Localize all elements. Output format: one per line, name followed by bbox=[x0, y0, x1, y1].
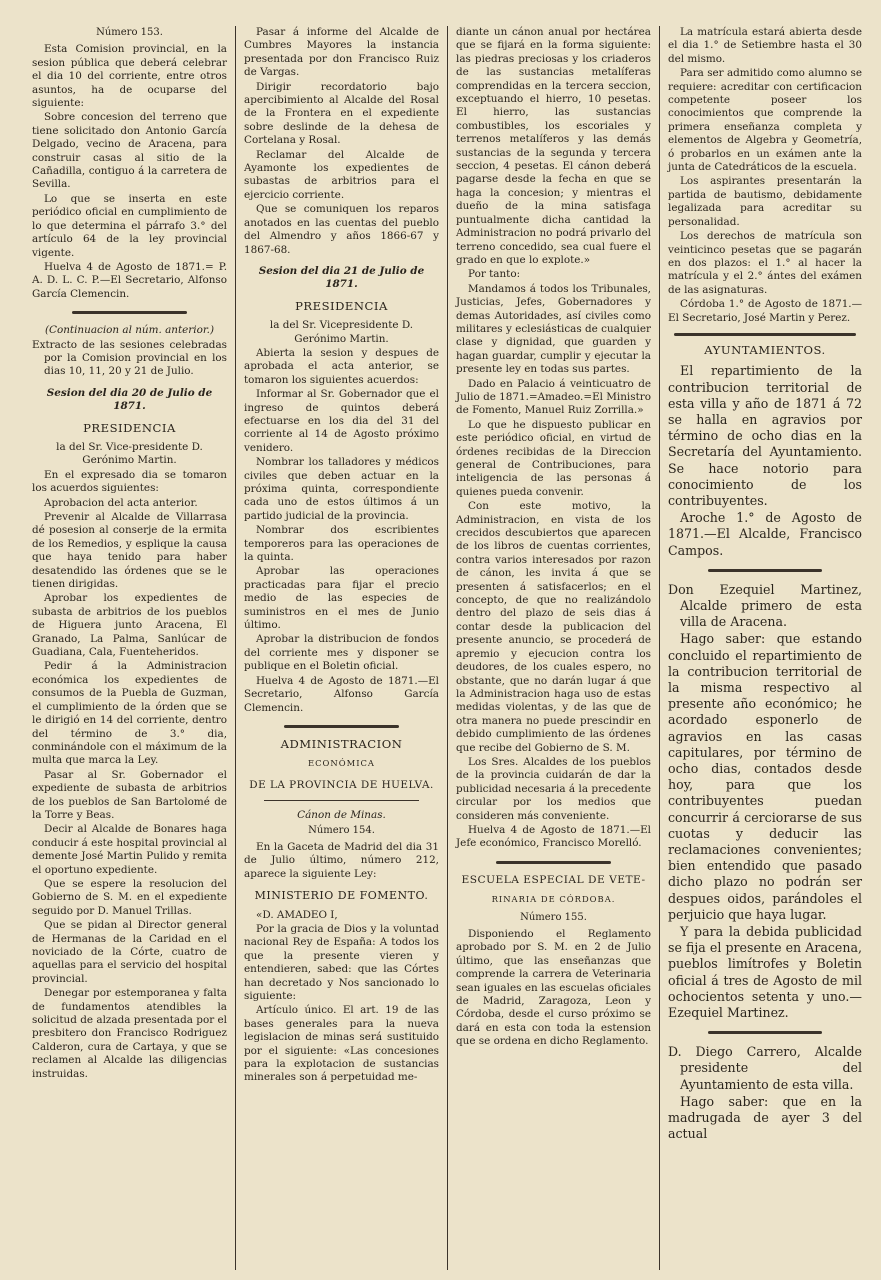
paragraph: Aprobar la distribucion de fondos del corriente mes y disponer se publique en el Boletin oficial. bbox=[244, 633, 439, 673]
paragraph: Reclamar del Alcalde de Ayamonte los expedientes de subastas de arbitrios para el ejercicio corriente. bbox=[244, 148, 439, 201]
paragraph: Que se pidan al Director general de Hermanas de la Caridad en el noviciado de la Córte, cuatro de aquellas para el servicio del hospital provincial. bbox=[32, 919, 227, 985]
paragraph: Los derechos de matrícula son veinticinco pesetas que se pagarán en dos plazos: el 1.° al hacer la matrícula y el 2.° ántes del exámen de las asignaturas. bbox=[668, 230, 862, 296]
section-heading: AYUNTAMIENTOS. bbox=[704, 342, 826, 357]
session-heading: Sesion del dia 20 de Julio de 1871. bbox=[46, 386, 213, 413]
section-heading: PRESIDENCIA bbox=[83, 420, 176, 435]
column-2 bbox=[236, 26, 448, 1270]
session-heading: Sesion del dia 21 de Julio de 1871. bbox=[258, 264, 425, 291]
section-heading: MINISTERIO DE FOMENTO. bbox=[254, 889, 429, 903]
paragraph: Huelva 4 de Agosto de 1871.—El Jefe económico, Francisco Morelló. bbox=[456, 823, 651, 850]
paragraph: Los aspirantes presentarán la partida de bautismo, debidamente legalizada para acreditar su personalidad. bbox=[668, 175, 862, 228]
paragraph: Disponiendo el Reglamento aprobado por S. M. en 2 de Julio último, que las enseñanzas que comprende la carrera de Veterinaria sean iguales en las escuelas oficiales de Madrid, Zaragoza, Leon y Córdoba, desde el curso próximo se dará en esta con toda la estension que se ordena en dicho Reglamento. bbox=[456, 928, 651, 1048]
divider bbox=[708, 569, 822, 572]
paragraph: Huelva 4 de Agosto de 1871.—El Secretario, Alfonso García Clemencin. bbox=[244, 674, 439, 714]
paragraph: Denegar por estemporanea y falta de fundamentos atendibles la solicitud de alzada presentada por el presbitero don Francisco Rodriguez Calderon, cura de Cartaya, y que se reclamen al Alcalde las diligencias instruidas. bbox=[32, 987, 227, 1080]
divider bbox=[674, 333, 856, 336]
divider bbox=[708, 1031, 822, 1034]
paragraph: El repartimiento de la contribucion territorial de esta villa y año de 1871 á 72 se halla en agravios por término de ocho dias en la Secretaría del Ayuntamiento. Se hace notorio para conocimiento de los contribuyentes. bbox=[668, 363, 862, 508]
paragraph: D. Diego Carrero, Alcalde presidente del Ayuntamiento de esta villa. bbox=[668, 1044, 862, 1092]
extract-heading: Extracto de las sesiones celebradas por la Comision provincial en los dias 10, 11, 20 y 21 de Julio. bbox=[32, 338, 227, 378]
notice-number: Número 154. bbox=[308, 824, 375, 836]
paragraph: Por tanto: bbox=[468, 268, 521, 281]
paragraph: Que se espere la resolucion del Gobierno de S. M. en el expediente seguido por D. Manuel Trillas. bbox=[32, 877, 227, 917]
subheading: RINARIA DE CÓRDOBA. bbox=[491, 894, 616, 905]
section-heading: ADMINISTRACION bbox=[280, 736, 403, 751]
paragraph: Córdoba 1.° de Agosto de 1871.—El Secretario, José Martin y Perez. bbox=[668, 298, 862, 324]
paragraph: Por la gracia de Dios y la voluntad nacional Rey de España: A todos los que la presente vieren y entendieren, sabed: que las Córtes han decretado y Nos sancionado lo siguiente: bbox=[244, 922, 439, 1002]
paragraph: En la Gaceta de Madrid del dia 31 de Julio último, número 212, aparece la siguiente Ley: bbox=[244, 840, 439, 880]
paragraph: diante un cánon anual por hectárea que se fijará en la forma siguiente: las piedras preciosas y los criaderos de las sustancias metalíferas comprendidas en la tercera seccion, exceptuando el hierro, 10 pesetas. El hierro, las sustancias combustibles, los escoriales y terrenos metalíferos y las demás sustancias de la segunda y tercera seccion, 4 pesetas. El cánon deberá pagarse desde la fecha en que se haga la concesion; y mientras el dueño de la mina satisfaga puntualmente dicha cantidad la Administracion no podrá privarlo del terreno concedido, sea cual fuere el grado en que lo explote.» bbox=[456, 26, 651, 266]
paragraph: Los Sres. Alcaldes de los pueblos de la provincia cuidarán de dar la publicidad necesaria á la precedente circular por los medios que consideren más conveniente. bbox=[456, 755, 651, 822]
paragraph: Lo que se inserta en este periódico oficial en cumplimiento de lo que determina el párrafo 3.° del artículo 64 de la ley provincial vigente. bbox=[32, 192, 227, 259]
paragraph: Lo que he dispuesto publicar en este periódico oficial, en virtud de órdenes recibidas de la Direccion general de Contribuciones, para inteligencia de las personas á quienes pueda convenir. bbox=[456, 418, 651, 498]
paragraph: En el expresado dia se tomaron los acuerdos siguientes: bbox=[32, 468, 227, 495]
paragraph: Hago saber: que estando concluido el repartimiento de la contribucion territorial de la misma respectivo al presente año económico; he acordado esponerlo de agravios en las casas capitulares, por término de ocho dias, contados desde hoy, para que los contribuyentes puedan concurrir á cerciorarse de sus cuotas y deducir las reclamaciones convenientes; bien entendido que pasado dicho plazo no podrán ser despues oidos, parándoles el perjuicio que haya lugar. bbox=[668, 631, 862, 922]
continuation-note: (Continuacion al núm. anterior.) bbox=[44, 324, 215, 337]
paragraph: Artículo único. El art. 19 de las bases generales para la nueva legislacion de minas será sustituido por el siguiente: «Las concesiones para la explotacion de sustancias minerales son á perpetuidad me- bbox=[244, 1004, 439, 1084]
paragraph: Nombrar los talladores y médicos civiles que deben actuar en la próxima quinta, correspondiente cada uno de estos últimos á un partido judicial de la provincia. bbox=[244, 456, 439, 522]
presidency-line: la del Sr. Vicepresidente D. Gerónimo Martin. bbox=[269, 319, 414, 345]
section-heading: PRESIDENCIA bbox=[295, 298, 388, 313]
presidency-line: la del Sr. Vice-presidente D. Gerónimo Martin. bbox=[56, 440, 203, 467]
paragraph: Don Ezequiel Martinez, Alcalde primero de esta villa de Aracena. bbox=[668, 581, 862, 630]
divider bbox=[284, 725, 399, 728]
paragraph: Abierta la sesion y despues de aprobada el acta anterior, se tomaron los siguientes acuerdos: bbox=[244, 346, 439, 386]
paragraph: Prevenir al Alcalde de Villarrasa dé posesion al conserje de la ermita de los Remedios, y esplique la causa que haya tenido para haber desatendido las órdenes que se le tienen dirigidas. bbox=[32, 511, 227, 591]
column-4 bbox=[660, 26, 870, 1270]
paragraph: Que se comuniquen los reparos anotados en las cuentas del pueblo del Almendro y años 1866-67 y 1867-68. bbox=[244, 203, 439, 256]
paragraph: Huelva 4 de Agosto de 1871.= P. A. D. L. C. P.—El Secretario, Alfonso García Clemencin. bbox=[32, 260, 227, 300]
subheading: ECONÓMICA bbox=[308, 758, 375, 769]
paragraph: Aroche 1.° de Agosto de 1871.—El Alcalde, Francisco Campos. bbox=[668, 510, 862, 558]
notice-number: Número 155. bbox=[520, 911, 587, 923]
divider bbox=[72, 311, 187, 314]
section-heading: ESCUELA ESPECIAL DE VETE- bbox=[461, 873, 646, 886]
paragraph: Pasar al Sr. Gobernador el expediente de subasta de arbitrios de los pueblos de San Bartolomé de la Torre y Beas. bbox=[32, 768, 227, 821]
paragraph: «D. AMADEO I, bbox=[256, 908, 338, 921]
paragraph: Aprobar los expedientes de subasta de arbitrios de los pueblos de Higuera junto Aracena, El Granado, La Palma, Sanlúcar de Guadiana, Cala, Fuenteheridos. bbox=[32, 592, 227, 659]
paragraph: Esta Comision provincial, en la sesion pública que deberá celebrar el dia 10 del corriente, entre otros asuntos, ha de ocuparse del siguiente: bbox=[32, 43, 227, 110]
paragraph: Pedir á la Administracion económica los expedientes de consumos de la Puebla de Guzman, el cumplimiento de la órden que se le dirigió en 14 del corriente, dentro del término de 3.° dia, conminándole con el máximum de la multa que marca la Ley. bbox=[32, 660, 227, 767]
paragraph: Decir al Alcalde de Bonares haga conducir á este hospital provincial al demente José Martin Pulido y remita el oportuno expediente. bbox=[32, 823, 227, 876]
paragraph: Nombrar dos escribientes temporeros para las operaciones de la quinta. bbox=[244, 524, 439, 564]
divider bbox=[496, 861, 611, 864]
paragraph: Hago saber: que en la madrugada de ayer 3 del actual bbox=[668, 1093, 862, 1142]
paragraph: Con este motivo, la Administracion, en vista de los crecidos descubiertos que aparecen de los libros de cuentas corrientes, contra varios interesados por razon de cánon, les invita á que se presenten á satisfacerlos; en el concepto, de que no realizándolo dentro del plazo de seis dias á contar desde la publicacion del presente anuncio, se procederá de apremio y ejecucion contra los deudores, de los cuales espero, no obstante, que no darán lugar á que la Administracion haga uso de estas medidas violentas, y de las que de otra manera no puede prescindir en debido cumplimiento de las órdenes que recibe del Gobierno de S. M. bbox=[456, 500, 651, 754]
paragraph: La matrícula estará abierta desde el dia 1.° de Setiembre hasta el 30 del mismo. bbox=[668, 26, 862, 65]
paragraph: Para ser admitido como alumno se requiere: acreditar con certificacion competente poseer los conocimientos que comprende la primera enseñanza completa y elementos de Algebra y Geometría, ó probarlos en un exámen ante la junta de Catedráticos de la escuela. bbox=[668, 67, 862, 174]
subheading: Cánon de Minas. bbox=[297, 809, 386, 822]
paragraph: Aprobar las operaciones practicadas para fijar el precio medio de las especies de suministros en el mes de Junio último. bbox=[244, 565, 439, 632]
subheading: DE LA PROVINCIA DE HUELVA. bbox=[249, 778, 434, 791]
notice-number: Número 153. bbox=[96, 27, 163, 38]
paragraph: Informar al Sr. Gobernador que el ingreso de quintos deberá efectuarse en los dia del 31 del corriente al 14 de Agosto próximo venidero. bbox=[244, 388, 439, 454]
paragraph: Aprobacion del acta anterior. bbox=[44, 496, 198, 509]
column-3 bbox=[448, 26, 660, 1270]
paragraph: Y para la debida publicidad se fija el presente en Aracena, pueblos limítrofes y Boletin oficial á tres de Agosto de mil ochocientos setenta y uno.—Ezequiel Martinez. bbox=[668, 924, 862, 1021]
paragraph: Dirigir recordatorio bajo apercibimiento al Alcalde del Rosal de la Frontera en el expediente sobre deslinde de la dehesa de Cortelana y Rosal. bbox=[244, 80, 439, 147]
paragraph: Pasar á informe del Alcalde de Cumbres Mayores la instancia presentada por don Francisco Ruiz de Vargas. bbox=[244, 26, 439, 79]
divider bbox=[264, 800, 419, 801]
column-1 bbox=[24, 26, 236, 1270]
paragraph: Sobre concesion del terreno que tiene solicitado don Antonio García Delgado, vecino de Aracena, para construir casas al sitio de la Cañadilla, contiguo á la carretera de Sevilla. bbox=[32, 111, 227, 191]
paragraph: Mandamos á todos los Tribunales, Justicias, Jefes, Gobernadores y demas Autoridades, así civiles como militares y eclesiásticas de cualquier clase y dignidad, que guarden y hagan guardar, cumplir y ejecutar la presente ley en todas sus partes. bbox=[456, 282, 651, 376]
paragraph: Dado en Palacio á veinticuatro de Julio de 1871.=Amadeo.=El Ministro de Fomento, Manuel Ruiz Zorrilla.» bbox=[456, 377, 651, 417]
